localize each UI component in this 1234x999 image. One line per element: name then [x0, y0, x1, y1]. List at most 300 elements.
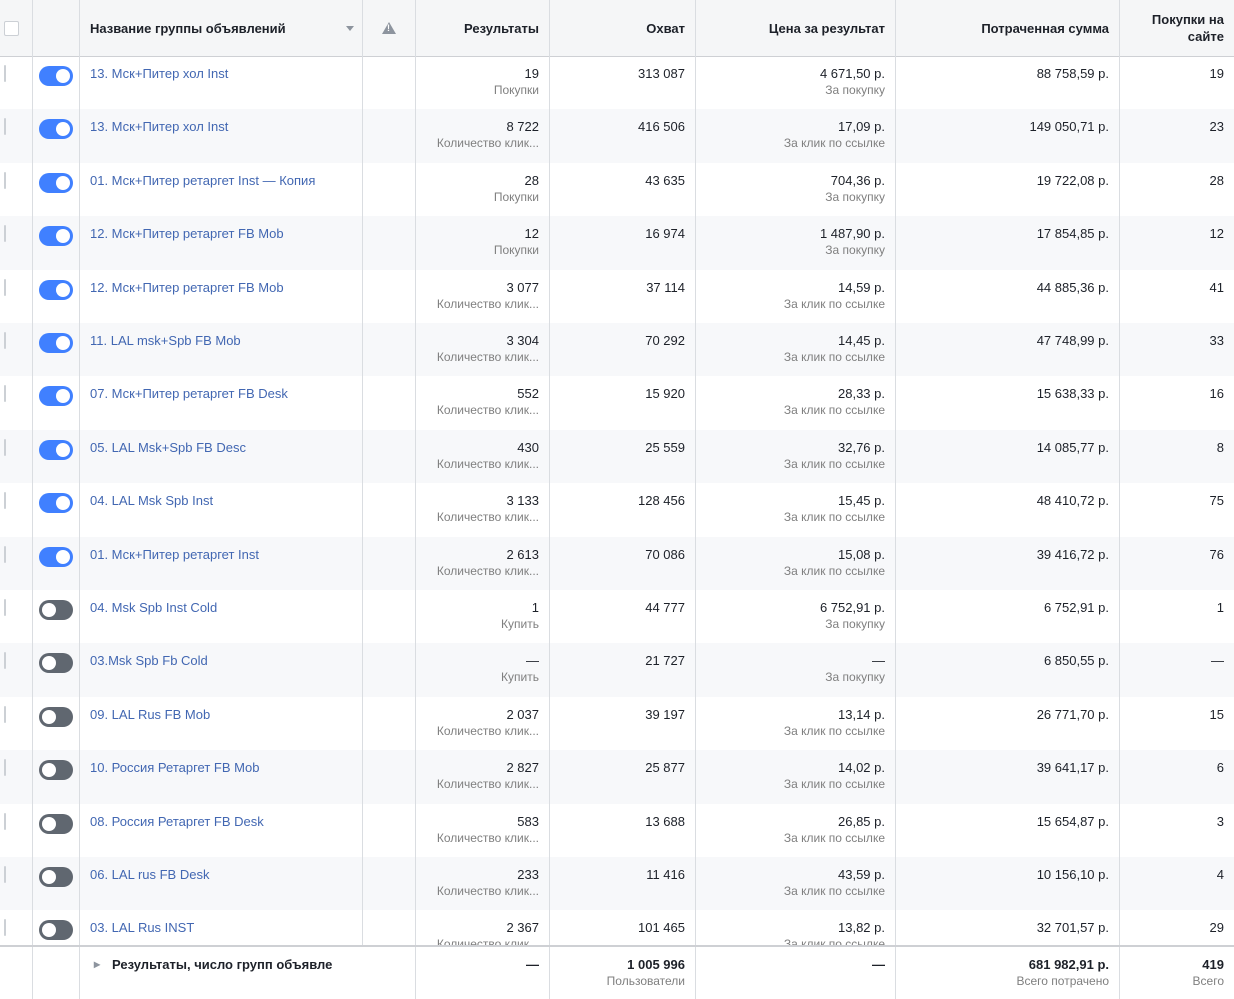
ad-set-name-link[interactable]: 08. Россия Ретаргет FB Desk	[80, 804, 363, 857]
ad-set-name-link[interactable]: 07. Мск+Питер ретаргет FB Desk	[80, 376, 363, 429]
cost-cell	[696, 537, 896, 590]
results-caption: Количество клик...	[436, 456, 539, 471]
results-cell	[416, 163, 550, 216]
row-select-cell	[0, 804, 33, 857]
ad-set-name-link[interactable]: 01. Мск+Питер ретаргет Inst — Копия	[80, 163, 363, 216]
toggle-knob	[56, 496, 70, 510]
cost-value: —	[872, 653, 885, 669]
results-cell	[416, 430, 550, 483]
cost-caption: За покупку	[825, 243, 885, 258]
purchases-value: 41	[1209, 279, 1224, 295]
reach-cell	[550, 270, 696, 323]
header-toggle-cell	[33, 0, 80, 56]
status-toggle[interactable]	[39, 760, 73, 780]
table-row[interactable]	[0, 270, 1234, 323]
table-row[interactable]	[0, 590, 1234, 643]
spent-value: 17 854,85 р.	[1036, 226, 1109, 242]
ad-set-name-link[interactable]: 13. Мск+Питер хол Inst	[80, 109, 363, 162]
results-value: 8 722	[506, 119, 539, 135]
purchases-value: 16	[1209, 386, 1224, 402]
purchases-value: 4	[1216, 867, 1224, 882]
status-toggle[interactable]	[39, 493, 73, 513]
purchases-cell	[1120, 750, 1234, 803]
row-toggle-cell	[33, 323, 80, 376]
header-select-cell	[0, 0, 33, 56]
cost-cell	[696, 109, 896, 162]
cost-value: 26,85 р.	[838, 813, 885, 829]
ad-set-name-link[interactable]: 06. LAL rus FB Desk	[80, 857, 363, 910]
status-toggle[interactable]	[39, 707, 73, 727]
results-value: 583	[517, 813, 539, 829]
row-checkbox[interactable]	[4, 439, 6, 456]
table-row[interactable]	[0, 537, 1234, 590]
footer-spent-caption: Всего потрачено	[1016, 974, 1109, 988]
reach-cell	[550, 430, 696, 483]
reach-cell	[550, 857, 696, 910]
cost-value: 28,33 р.	[838, 386, 885, 402]
cost-caption: За покупку	[825, 83, 885, 97]
results-value: 430	[517, 439, 539, 455]
purchases-cell	[1120, 216, 1234, 269]
row-select-cell	[0, 323, 33, 376]
results-value: —	[526, 653, 539, 669]
row-checkbox[interactable]	[4, 385, 6, 402]
row-checkbox[interactable]	[4, 866, 6, 883]
row-warning-cell	[363, 56, 416, 109]
toggle-knob	[56, 283, 70, 297]
cost-value: 4 671,50 р.	[819, 66, 885, 81]
toggle-knob	[56, 69, 70, 83]
status-toggle[interactable]	[39, 653, 73, 673]
spent-cell	[896, 697, 1120, 750]
purchases-value: 28	[1209, 172, 1224, 188]
row-warning-cell	[363, 376, 416, 429]
row-toggle-cell	[33, 750, 80, 803]
footer-purchases-value: 419	[1202, 957, 1224, 972]
ad-set-name-link[interactable]: 04. Msk Spb Inst Cold	[80, 590, 363, 643]
ad-set-name-link[interactable]: 05. LAL Msk+Spb FB Desc	[80, 430, 363, 483]
reach-cell	[550, 323, 696, 376]
table-row[interactable]	[0, 697, 1234, 750]
spent-value: 6 850,55 р.	[1043, 653, 1109, 669]
row-checkbox[interactable]	[4, 919, 6, 936]
results-value: 3 304	[506, 333, 539, 348]
reach-cell	[550, 643, 696, 696]
purchases-value: 19	[1209, 66, 1224, 81]
cost-cell	[696, 56, 896, 109]
results-caption: Количество клик...	[436, 296, 539, 311]
purchases-cell	[1120, 163, 1234, 216]
purchases-cell	[1120, 270, 1234, 323]
reach-cell	[550, 163, 696, 216]
row-toggle-cell	[33, 590, 80, 643]
reach-value: 313 087	[638, 66, 685, 81]
status-toggle[interactable]	[39, 440, 73, 460]
spent-cell	[896, 590, 1120, 643]
purchases-cell	[1120, 804, 1234, 857]
status-toggle[interactable]	[39, 386, 73, 406]
spent-cell	[896, 804, 1120, 857]
header-name-cell[interactable]	[80, 0, 363, 56]
spent-value: 19 722,08 р.	[1036, 172, 1109, 188]
spent-value: 149 050,71 р.	[1029, 119, 1109, 135]
results-cell	[416, 804, 550, 857]
reach-value: 16 974	[645, 226, 685, 242]
cost-caption: За клик по ссылке	[783, 563, 885, 578]
row-checkbox[interactable]	[4, 492, 6, 509]
reach-value: 25 877	[645, 760, 685, 776]
footer-label-cell[interactable]	[80, 947, 416, 999]
cost-value: 13,14 р.	[838, 706, 885, 722]
cost-caption: За покупку	[825, 617, 885, 631]
footer-spent-cell	[896, 947, 1120, 999]
results-cell	[416, 376, 550, 429]
results-value: 2 827	[506, 760, 539, 776]
cost-value: 15,45 р.	[838, 493, 885, 509]
status-toggle[interactable]	[39, 333, 73, 353]
ad-set-name-link[interactable]: 09. LAL Rus FB Mob	[80, 697, 363, 750]
purchases-cell	[1120, 697, 1234, 750]
reach-cell	[550, 483, 696, 536]
footer-cost-value: —	[872, 957, 885, 972]
spent-cell	[896, 750, 1120, 803]
row-toggle-cell	[33, 643, 80, 696]
table-row[interactable]	[0, 109, 1234, 162]
row-toggle-cell	[33, 216, 80, 269]
table-row[interactable]	[0, 804, 1234, 857]
row-checkbox[interactable]	[4, 706, 6, 723]
results-cell	[416, 590, 550, 643]
row-select-cell	[0, 697, 33, 750]
table-header	[0, 0, 1234, 57]
toggle-knob	[56, 122, 70, 136]
reach-cell	[550, 590, 696, 643]
ad-set-name-link[interactable]: 03. LAL Rus INST	[80, 910, 363, 963]
cost-caption: За клик по ссылке	[783, 456, 885, 471]
spent-cell	[896, 643, 1120, 696]
row-checkbox[interactable]	[4, 652, 6, 669]
results-caption: Количество клик...	[436, 510, 539, 525]
cost-caption: За клик по ссылке	[783, 136, 885, 151]
status-toggle[interactable]	[39, 814, 73, 834]
purchases-value: 29	[1209, 920, 1224, 936]
purchases-value: 12	[1209, 226, 1224, 242]
table-row[interactable]	[0, 56, 1234, 109]
toggle-knob	[56, 550, 70, 564]
reach-value: 101 465	[638, 920, 685, 936]
row-checkbox[interactable]	[4, 279, 6, 296]
toggle-knob	[56, 176, 70, 190]
reach-cell	[550, 56, 696, 109]
cost-cell	[696, 697, 896, 750]
toggle-knob	[42, 923, 56, 937]
cost-value: 13,82 р.	[838, 920, 885, 936]
row-warning-cell	[363, 323, 416, 376]
results-caption: Количество клик...	[436, 777, 539, 792]
cost-cell	[696, 857, 896, 910]
table-row[interactable]	[0, 376, 1234, 429]
reach-value: 15 920	[645, 386, 685, 402]
spent-value: 88 758,59 р.	[1036, 66, 1109, 81]
row-toggle-cell	[33, 109, 80, 162]
toggle-knob	[56, 443, 70, 457]
results-caption: Покупки	[493, 189, 539, 204]
spent-cell	[896, 163, 1120, 216]
footer-reach-value: 1 005 996	[627, 957, 685, 972]
row-warning-cell	[363, 750, 416, 803]
toggle-knob	[56, 229, 70, 243]
results-value: 552	[517, 386, 539, 402]
results-caption: Количество клик...	[436, 403, 539, 418]
results-value: 1	[531, 600, 539, 615]
reach-value: 70 292	[645, 333, 685, 348]
cost-caption: За клик по ссылке	[783, 830, 885, 845]
reach-cell	[550, 537, 696, 590]
results-value: 3 077	[506, 279, 539, 295]
reach-cell	[550, 750, 696, 803]
cost-value: 6 752,91 р.	[819, 600, 885, 615]
table-row[interactable]	[0, 216, 1234, 269]
reach-value: 70 086	[645, 546, 685, 562]
results-cell	[416, 109, 550, 162]
row-checkbox[interactable]	[4, 332, 6, 349]
results-cell	[416, 643, 550, 696]
results-cell	[416, 56, 550, 109]
cost-value: 32,76 р.	[838, 439, 885, 455]
row-checkbox[interactable]	[4, 813, 6, 830]
row-toggle-cell	[33, 483, 80, 536]
table-row[interactable]	[0, 643, 1234, 696]
row-warning-cell	[363, 643, 416, 696]
spent-value: 48 410,72 р.	[1036, 493, 1109, 509]
results-caption: Покупки	[493, 243, 539, 258]
status-toggle[interactable]	[39, 226, 73, 246]
footer-purchases-cell	[1120, 947, 1234, 999]
row-warning-cell	[363, 804, 416, 857]
footer-select-cell	[0, 947, 33, 999]
reach-value: 416 506	[638, 119, 685, 135]
cost-value: 704,36 р.	[830, 172, 885, 188]
row-select-cell	[0, 590, 33, 643]
row-checkbox[interactable]	[4, 172, 6, 189]
results-cell	[416, 270, 550, 323]
row-warning-cell	[363, 216, 416, 269]
status-toggle[interactable]	[39, 547, 73, 567]
reach-value: 39 197	[645, 706, 685, 722]
reach-value: 43 635	[645, 172, 685, 188]
results-value: 233	[517, 867, 539, 882]
chevron-right-icon[interactable]: ▸	[94, 957, 101, 971]
results-cell	[416, 216, 550, 269]
toggle-knob	[42, 763, 56, 777]
spent-cell	[896, 430, 1120, 483]
spent-value: 39 641,17 р.	[1036, 760, 1109, 776]
purchases-cell	[1120, 56, 1234, 109]
results-value: 3 133	[506, 493, 539, 509]
spent-value: 10 156,10 р.	[1036, 867, 1109, 882]
purchases-cell	[1120, 430, 1234, 483]
cost-cell	[696, 323, 896, 376]
row-select-cell	[0, 216, 33, 269]
row-toggle-cell	[33, 857, 80, 910]
cost-caption: За покупку	[825, 189, 885, 204]
row-checkbox[interactable]	[4, 599, 6, 616]
footer-reach-caption: Пользователи	[606, 974, 685, 988]
row-checkbox[interactable]	[4, 546, 6, 563]
toggle-knob	[42, 603, 56, 617]
ad-set-name-link[interactable]: 13. Мск+Питер хол Inst	[80, 56, 363, 109]
footer-purchases-caption: Всего	[1192, 974, 1224, 988]
status-toggle[interactable]	[39, 867, 73, 887]
cost-cell	[696, 750, 896, 803]
purchases-value: 8	[1216, 439, 1224, 455]
table-row[interactable]	[0, 483, 1234, 536]
table-footer-totals	[0, 945, 1234, 999]
row-select-cell	[0, 643, 33, 696]
reach-value: 37 114	[646, 279, 685, 295]
results-value: 19	[524, 66, 539, 81]
row-warning-cell	[363, 857, 416, 910]
status-toggle[interactable]	[39, 119, 73, 139]
spent-value: 15 654,87 р.	[1036, 813, 1109, 829]
results-cell	[416, 483, 550, 536]
cost-value: 14,02 р.	[838, 760, 885, 776]
spent-value: 39 416,72 р.	[1036, 546, 1109, 562]
status-toggle[interactable]	[39, 280, 73, 300]
table-row[interactable]	[0, 750, 1234, 803]
column-header-cost-per-result[interactable]: Цена за результат	[696, 0, 896, 56]
cost-cell	[696, 643, 896, 696]
table-row[interactable]	[0, 430, 1234, 483]
row-toggle-cell	[33, 430, 80, 483]
results-caption: Купить	[501, 617, 539, 631]
cost-cell	[696, 163, 896, 216]
row-warning-cell	[363, 163, 416, 216]
row-warning-cell	[363, 109, 416, 162]
spent-value: 44 885,36 р.	[1036, 279, 1109, 295]
cost-caption: За клик по ссылке	[783, 884, 885, 898]
results-value: 28	[524, 172, 539, 188]
spent-cell	[896, 376, 1120, 429]
table-row[interactable]	[0, 857, 1234, 910]
row-checkbox[interactable]	[4, 759, 6, 776]
toggle-knob	[56, 336, 70, 350]
table-row[interactable]	[0, 323, 1234, 376]
cost-cell	[696, 376, 896, 429]
ad-set-name-link[interactable]: 12. Мск+Питер ретаргет FB Mob	[80, 270, 363, 323]
row-toggle-cell	[33, 697, 80, 750]
column-header-purchases[interactable]: Покупки на сайте	[1151, 12, 1224, 44]
ad-set-name-link[interactable]: 01. Мск+Питер ретаргет Inst	[80, 537, 363, 590]
results-cell	[416, 537, 550, 590]
select-all-checkbox[interactable]	[4, 21, 19, 36]
status-toggle[interactable]	[39, 600, 73, 620]
row-select-cell	[0, 537, 33, 590]
spent-value: 26 771,70 р.	[1036, 706, 1109, 722]
row-select-cell	[0, 857, 33, 910]
purchases-cell	[1120, 643, 1234, 696]
spent-cell	[896, 109, 1120, 162]
row-warning-cell	[363, 590, 416, 643]
cost-cell	[696, 483, 896, 536]
row-warning-cell	[363, 483, 416, 536]
results-caption: Количество клик...	[436, 723, 539, 738]
column-header-reach[interactable]: Охват	[550, 0, 696, 56]
spent-cell	[896, 857, 1120, 910]
spent-value: 6 752,91 р.	[1043, 600, 1109, 615]
row-select-cell	[0, 750, 33, 803]
column-header-results[interactable]: Результаты	[416, 0, 550, 56]
status-toggle[interactable]	[39, 920, 73, 940]
footer-reach-cell	[550, 947, 696, 999]
cost-caption: За клик по ссылке	[783, 777, 885, 792]
purchases-cell	[1120, 109, 1234, 162]
ad-set-name-link[interactable]: 04. LAL Msk Spb Inst	[80, 483, 363, 536]
toggle-knob	[42, 710, 56, 724]
cost-value: 15,08 р.	[838, 546, 885, 562]
cost-cell	[696, 430, 896, 483]
chevron-down-icon[interactable]	[346, 26, 354, 31]
toggle-knob	[56, 389, 70, 403]
spent-value: 14 085,77 р.	[1036, 439, 1109, 455]
row-toggle-cell	[33, 804, 80, 857]
status-toggle[interactable]	[39, 173, 73, 193]
ad-set-name-link[interactable]: 11. LAL msk+Spb FB Mob	[80, 323, 363, 376]
spent-cell	[896, 323, 1120, 376]
footer-results-value: —	[526, 957, 539, 972]
reach-cell	[550, 216, 696, 269]
row-select-cell	[0, 109, 33, 162]
results-caption: Купить	[501, 670, 539, 685]
ad-set-name-link[interactable]: 03.Msk Spb Fb Cold	[80, 643, 363, 696]
spent-value: 47 748,99 р.	[1036, 333, 1109, 348]
warning-icon	[382, 22, 396, 34]
row-checkbox[interactable]	[4, 65, 6, 82]
cost-caption: За клик по ссылке	[783, 350, 885, 364]
purchases-cell	[1120, 857, 1234, 910]
header-warning-cell	[363, 0, 416, 56]
column-header-amount-spent[interactable]: Потраченная сумма	[896, 0, 1120, 56]
row-checkbox[interactable]	[4, 118, 6, 135]
results-value: 2 613	[506, 546, 539, 562]
results-caption: Количество клик...	[436, 884, 539, 898]
purchases-value: 6	[1216, 760, 1224, 776]
ad-set-name-link[interactable]: 10. Россия Ретаргет FB Mob	[80, 750, 363, 803]
purchases-value: 3	[1216, 813, 1224, 829]
row-toggle-cell	[33, 56, 80, 109]
row-warning-cell	[363, 537, 416, 590]
cost-cell	[696, 216, 896, 269]
cost-caption: За клик по ссылке	[783, 296, 885, 311]
column-header-name[interactable]: Название группы объявлений	[90, 20, 286, 36]
status-toggle[interactable]	[39, 66, 73, 86]
cost-value: 14,59 р.	[838, 279, 885, 295]
ad-set-name-link[interactable]: 12. Мск+Питер ретаргет FB Mob	[80, 216, 363, 269]
cost-value: 17,09 р.	[838, 119, 885, 135]
spent-cell	[896, 56, 1120, 109]
footer-cost-cell	[696, 947, 896, 999]
spent-cell	[896, 483, 1120, 536]
table-row[interactable]	[0, 163, 1234, 216]
row-select-cell	[0, 430, 33, 483]
row-toggle-cell	[33, 163, 80, 216]
toggle-knob	[42, 656, 56, 670]
purchases-value: 1	[1216, 600, 1224, 615]
reach-cell	[550, 697, 696, 750]
results-caption: Количество клик...	[436, 136, 539, 151]
row-checkbox[interactable]	[4, 225, 6, 242]
purchases-cell	[1120, 590, 1234, 643]
